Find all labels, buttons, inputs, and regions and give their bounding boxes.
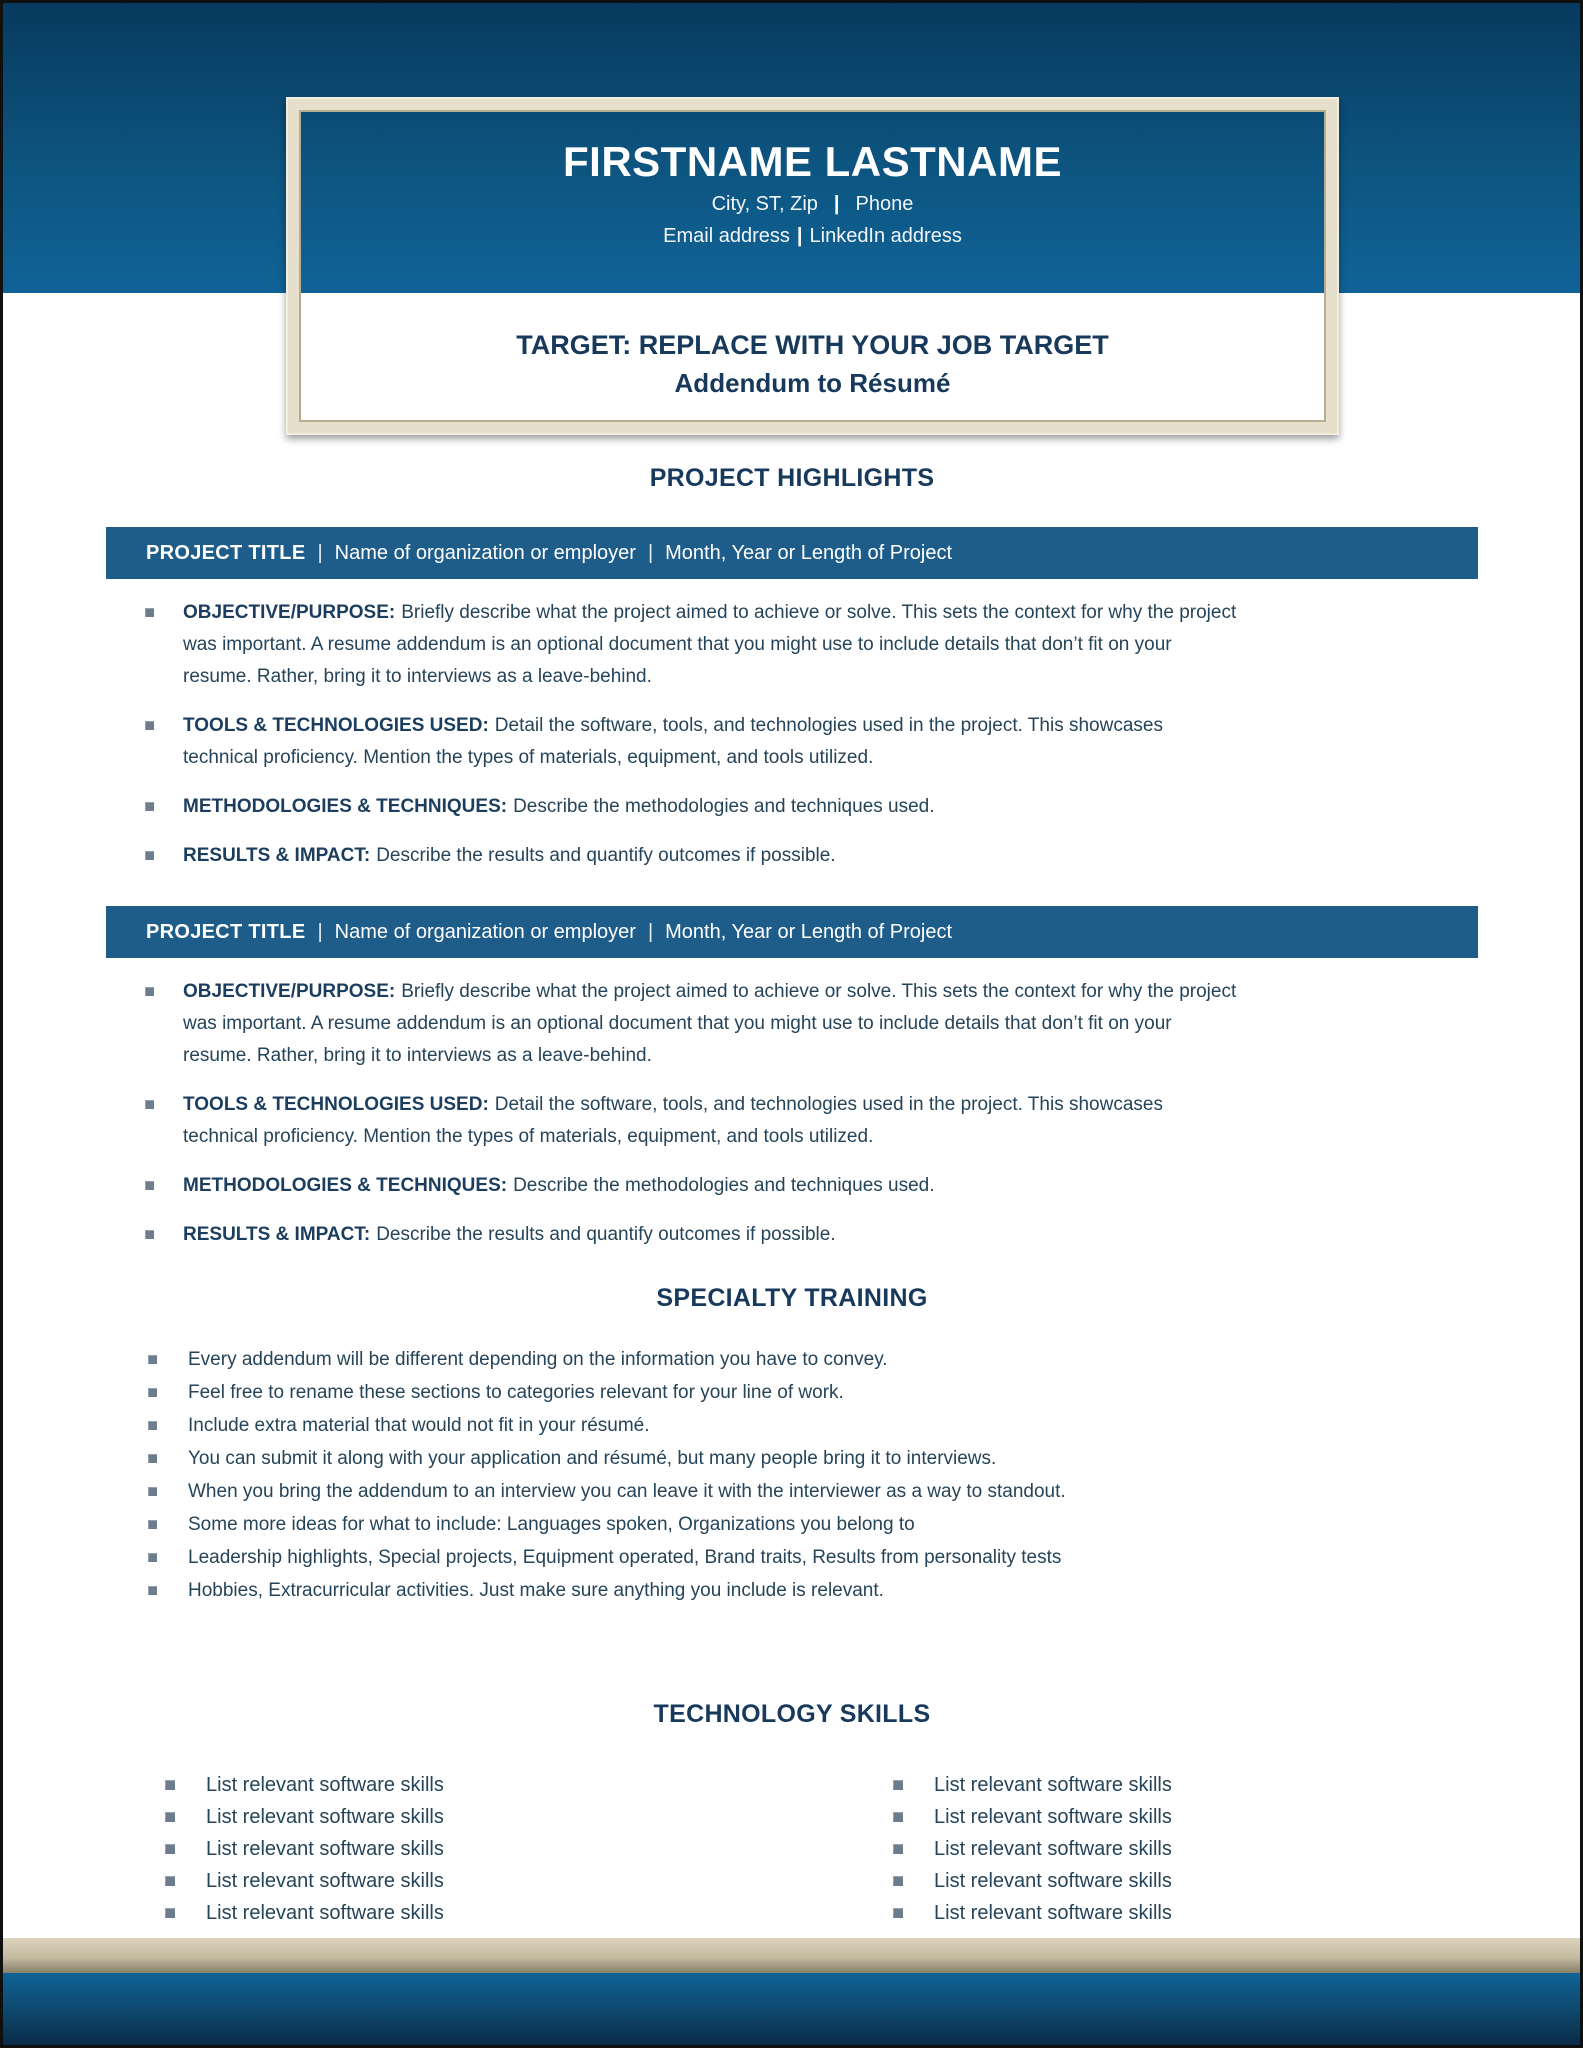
skill-text: List relevant software skills (934, 1870, 1172, 1892)
bullet-text: Feel free to rename these sections to categories relevant for your line of work. (188, 1382, 844, 1403)
pipe-separator: | (647, 921, 654, 943)
project-title-label: PROJECT TITLE (146, 921, 306, 943)
skill-text: List relevant software skills (934, 1902, 1172, 1924)
contact-email: Email address (663, 225, 790, 247)
bullet-label: TOOLS & TECHNOLOGIES USED: (183, 1094, 489, 1115)
bullet-square-icon (165, 1780, 175, 1790)
bullet-square-icon (145, 1230, 154, 1239)
bullet-label: METHODOLOGIES & TECHNIQUES: (183, 1175, 508, 1196)
skill-text: List relevant software skills (934, 1838, 1172, 1860)
skills-list-left (106, 1769, 834, 1929)
bullet-square-icon (148, 1388, 157, 1397)
bullet-text: Leadership highlights, Special projects, Equipment operated, Brand traits, Results from personality tests (188, 1547, 1062, 1568)
bullet-text: Briefly describe what the project aimed to achieve or solve. This sets the context for why the project was important. A resume addendum is an optional document that you might use to include details that don’t fit on your resume. Rather, bring it to interviews as a leave-behind. (183, 981, 1237, 1066)
bullet-square-icon (145, 987, 154, 996)
contact-city: City, ST, Zip (711, 193, 818, 215)
header-frame-content (299, 110, 1326, 422)
list-item (206, 1769, 834, 1801)
bullet-square-icon (165, 1812, 175, 1822)
pipe-separator: | (796, 225, 803, 247)
bullet-text: Include extra material that would not fit in your résumé. (188, 1415, 650, 1436)
bullet-text: Describe the results and quantify outcomes if possible. (376, 845, 836, 866)
list-item (188, 1376, 1388, 1409)
bullet-text: Describe the methodologies and techniques used. (513, 1175, 935, 1196)
project-title-bar (106, 527, 1478, 579)
list-item (183, 1170, 1243, 1202)
bullet-text: Detail the software, tools, and technologies used in the project. This showcases technical proficiency. Mention the types of materials, equipment, and tools utilized. (183, 715, 1163, 768)
bullet-square-icon (145, 802, 154, 811)
bullet-text: Detail the software, tools, and technologies used in the project. This showcases technical proficiency. Mention the types of materials, equipment, and tools utilized. (183, 1094, 1163, 1147)
project-date-label: Month, Year or Length of Project (665, 921, 952, 943)
list-item (183, 840, 1243, 872)
contact-linkedin: LinkedIn address (809, 225, 962, 247)
list-item (934, 1801, 1478, 1833)
list-item (183, 710, 1243, 774)
list-item (188, 1508, 1388, 1541)
list-item (183, 976, 1243, 1072)
bullet-label: RESULTS & IMPACT: (183, 1224, 371, 1245)
bullet-square-icon (148, 1586, 157, 1595)
project-org-label: Name of organization or employer (334, 542, 636, 564)
list-item (188, 1409, 1388, 1442)
skill-text: List relevant software skills (206, 1902, 444, 1924)
bullet-text: Describe the methodologies and techniques used. (513, 796, 935, 817)
bullet-square-icon (145, 1181, 154, 1190)
section-title-technology-skills: TECHNOLOGY SKILLS (653, 1700, 931, 1728)
bullet-square-icon (148, 1454, 157, 1463)
bullet-text: Some more ideas for what to include: Languages spoken, Organizations you belong to (188, 1514, 915, 1535)
bullet-text: Describe the results and quantify outcomes if possible. (376, 1224, 836, 1245)
bullet-label: TOOLS & TECHNOLOGIES USED: (183, 715, 489, 736)
list-item (188, 1343, 1388, 1376)
list-item (934, 1769, 1478, 1801)
bullet-square-icon (165, 1908, 175, 1918)
skills-list-right (834, 1769, 1478, 1929)
section-title-specialty-training: SPECIALTY TRAINING (656, 1284, 928, 1312)
technology-skills-columns (106, 1769, 1478, 1929)
project-bullet-list (106, 597, 1243, 872)
list-item (183, 597, 1243, 693)
bullet-square-icon (148, 1487, 157, 1496)
contact-phone: Phone (855, 193, 914, 215)
bullet-square-icon (148, 1421, 157, 1430)
bullet-text: When you bring the addendum to an interview you can leave it with the interviewer as a way to standout. (188, 1481, 1066, 1502)
list-item (183, 1219, 1243, 1251)
header-frame (286, 97, 1339, 435)
bullet-label: OBJECTIVE/PURPOSE: (183, 981, 396, 1002)
section-title-project-highlights: PROJECT HIGHLIGHTS (649, 464, 935, 492)
skill-text: List relevant software skills (934, 1774, 1172, 1796)
bullet-text: You can submit it along with your application and résumé, but many people bring it to interviews. (188, 1448, 997, 1469)
bullet-square-icon (165, 1876, 175, 1886)
list-item (188, 1574, 1388, 1607)
bullet-square-icon (893, 1876, 903, 1886)
project-title-bar (106, 906, 1478, 958)
target-title: TARGET: REPLACE WITH YOUR JOB TARGET (516, 330, 1109, 360)
specialty-training-list (106, 1343, 1388, 1607)
bullet-label: OBJECTIVE/PURPOSE: (183, 602, 396, 623)
bullet-square-icon (145, 1100, 154, 1109)
list-item (206, 1833, 834, 1865)
bullet-square-icon (893, 1844, 903, 1854)
project-bullet-list (106, 976, 1243, 1251)
list-item (183, 791, 1243, 823)
skill-text: List relevant software skills (934, 1806, 1172, 1828)
contact-line-1 (299, 188, 1326, 220)
pipe-separator: | (647, 542, 654, 564)
pipe-separator: | (833, 193, 840, 215)
list-item (934, 1897, 1478, 1929)
list-item (206, 1801, 834, 1833)
bullet-square-icon (148, 1553, 157, 1562)
list-item (206, 1865, 834, 1897)
bullet-text: Every addendum will be different depending on the information you have to convey. (188, 1349, 888, 1370)
project-title-label: PROJECT TITLE (146, 542, 306, 564)
project-date-label: Month, Year or Length of Project (665, 542, 952, 564)
bullet-label: RESULTS & IMPACT: (183, 845, 371, 866)
pipe-separator: | (317, 921, 323, 943)
bullet-square-icon (148, 1355, 157, 1364)
bullet-square-icon (145, 851, 154, 860)
person-name: FIRSTNAME LASTNAME (563, 138, 1062, 185)
bullet-label: METHODOLOGIES & TECHNIQUES: (183, 796, 508, 817)
skill-text: List relevant software skills (206, 1774, 444, 1796)
pipe-separator: | (317, 542, 323, 564)
list-item (206, 1897, 834, 1929)
bullet-text: Hobbies, Extracurricular activities. Just make sure anything you include is relevant. (188, 1580, 884, 1601)
list-item (188, 1475, 1388, 1508)
bullet-text: Briefly describe what the project aimed to achieve or solve. This sets the context for why the project was important. A resume addendum is an optional document that you might use to include details that don’t fit on your resume. Rather, bring it to interviews as a leave-behind. (183, 602, 1237, 687)
footer-tan-strip (3, 1938, 1580, 1973)
list-item (188, 1442, 1388, 1475)
bullet-square-icon (148, 1520, 157, 1529)
document-body (106, 463, 1478, 1929)
bullet-square-icon (893, 1812, 903, 1822)
bullet-square-icon (145, 608, 154, 617)
footer-blue-band (3, 1973, 1580, 2045)
skills-column-left (106, 1769, 834, 1929)
skills-column-right (834, 1769, 1478, 1929)
list-item (183, 1089, 1243, 1153)
bullet-square-icon (893, 1780, 903, 1790)
skill-text: List relevant software skills (206, 1806, 444, 1828)
skill-text: List relevant software skills (206, 1870, 444, 1892)
list-item (188, 1541, 1388, 1574)
list-item (934, 1865, 1478, 1897)
project-org-label: Name of organization or employer (334, 921, 636, 943)
list-item (934, 1833, 1478, 1865)
skill-text: List relevant software skills (206, 1838, 444, 1860)
bullet-square-icon (893, 1908, 903, 1918)
bullet-square-icon (145, 721, 154, 730)
target-subtitle: Addendum to Résumé (674, 368, 951, 398)
bullet-square-icon (165, 1844, 175, 1854)
contact-line-2 (299, 220, 1326, 252)
